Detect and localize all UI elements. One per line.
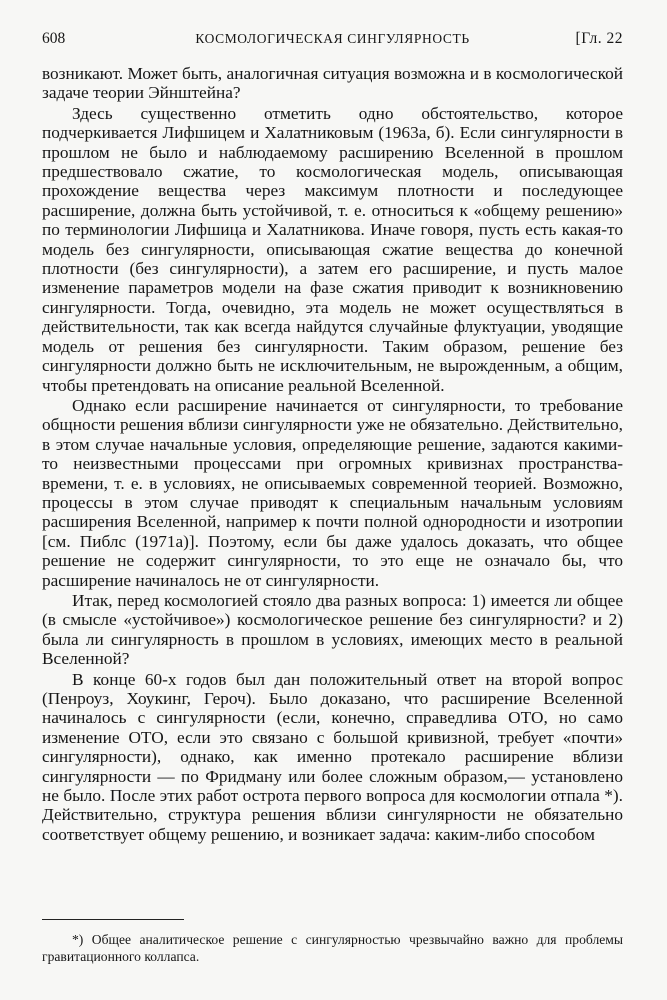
paragraph: Здесь существенно отметить одно обстоятельство, которое подчеркивается Лифшицем и Халатниковым (1963а, б). Если сингулярности в прошлом не было и наблюдаемому расширению Вселенной в прошлом предшествовало сжатие, то космологическая модель, описывающая прохождение вещества через максимум плотности и последующее расширение, должна быть устойчивой, т. е. относиться к «общему решению» по терминологии Лифшица и Халатникова. Иначе говоря, пусть есть какая-то модель без сингулярности, описывающая сжатие вещества до конечной плотности (без сингулярности), а затем его расширение, и пусть малое изменение параметров модели на фазе сжатия приводит к возникновению сингулярности. Тогда, очевидно, эта модель не может осуществляться в действительности, так как всегда найдутся случайные флуктуации, уводящие модель от решения без сингулярности. Таким образом, решение без сингулярности должно быть не исключительным, не вырожденным, а общим, чтобы претендовать на описание реальной Вселенной. bbox=[42, 103, 623, 395]
page-number: 608 bbox=[42, 30, 66, 47]
footnote-text: *) Общее аналитическое решение с сингулярностью чрезвычайно важно для проблемы гравитационного коллапса. bbox=[42, 932, 623, 964]
running-header bbox=[42, 28, 623, 50]
footnote bbox=[42, 931, 623, 965]
main-text bbox=[42, 64, 623, 844]
paragraph: В конце 60-х годов был дан положительный ответ на второй вопрос (Пенроуз, Хоукинг, Героч). Было доказано, что расширение Вселенной начиналось с сингулярности (если, конечно, справедлива ОТО, но само изменение ОТО, если это связано с большой кривизной, требует «почти» сингулярности), однако, как именно протекало расширение вблизи сингулярности — по Фридману или более сложным образом,— установлено не было. После этих работ острота первого вопроса для космологии отпала *). Действительно, структура решения вблизи сингулярности не обязательно соответствует общему решению, и возникает задача: каким-либо способом bbox=[42, 669, 623, 844]
paragraph: Итак, перед космологией стояло два разных вопроса: 1) имеется ли общее (в смысле «устойчивое») космологическое решение без сингулярности? и 2) была ли сингулярность в прошлом в условиях, имеющих место в реальной Вселенной? bbox=[42, 590, 623, 669]
chapter-reference: [Гл. 22 bbox=[575, 30, 623, 47]
footnote-rule bbox=[42, 919, 184, 920]
running-title: КОСМОЛОГИЧЕСКАЯ СИНГУЛЯРНОСТЬ bbox=[195, 31, 470, 46]
paragraph: Однако если расширение начинается от сингулярности, то требование общности решения вблизи сингулярности уже не обязательно. Действительно, в этом случае начальные условия, определяющие решение, задаются какими-то неизвестными процессами при огромных кривизнах пространства-времени, т. е. в условиях, не описываемых современной теорией. Возможно, процессы в этом случае приводят к специальным начальным условиям расширения Вселенной, например к почти полной однородности и изотропии [см. Пиблс (1971а)]. Поэтому, если бы даже удалось доказать, что общее решение не содержит сингулярности, то это еще не означало бы, что расширение начиналось не от сингулярности. bbox=[42, 395, 623, 590]
paragraph-continuation: возникают. Может быть, аналогичная ситуация возможна и в космологической задаче теории Эйнштейна? bbox=[42, 64, 623, 103]
